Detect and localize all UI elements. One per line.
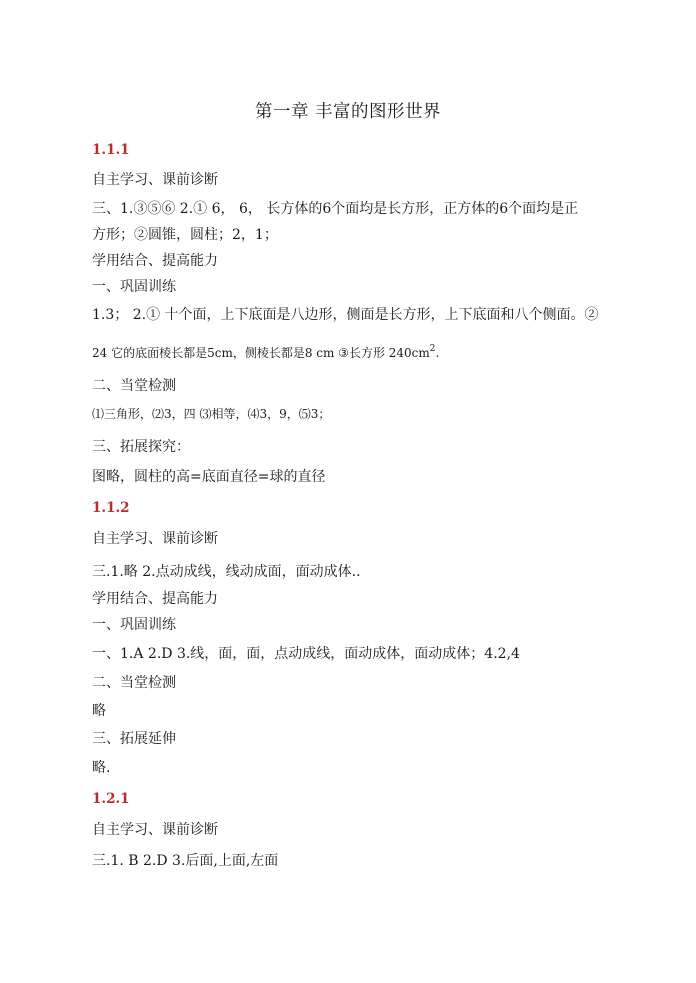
subheading-apply: 学用结合、提高能力 bbox=[92, 591, 218, 607]
section-heading-1-2-1: 1.2.1 bbox=[92, 791, 130, 807]
answer-line: 图略，圆柱的高=底面直径=球的直径 bbox=[92, 469, 326, 485]
page-title: 第一章 丰富的图形世界 bbox=[254, 102, 442, 122]
superscript: 2 bbox=[429, 344, 436, 354]
answer-line: 略. bbox=[92, 760, 111, 776]
subheading-self-study: 自主学习、课前诊断 bbox=[92, 822, 218, 838]
subheading-check: 二、当堂检测 bbox=[92, 675, 176, 691]
section-heading-1-1-2: 1.1.2 bbox=[92, 500, 130, 516]
answer-line: 略 bbox=[92, 703, 106, 719]
answer-line: 三、1.③⑤⑥ 2.① 6， 6， 长方体的6个面均是长方形，正方体的6个面均是正 bbox=[92, 201, 579, 217]
answer-line: 三.1. B 2.D 3.后面,上面,左面 bbox=[92, 853, 279, 869]
subheading-extend: 三、拓展延伸 bbox=[92, 731, 176, 747]
section-heading-1-1-1: 1.1.1 bbox=[92, 142, 130, 158]
subheading-practice: 一、巩固训练 bbox=[92, 279, 176, 295]
subheading-extend: 三、拓展探究： bbox=[92, 439, 190, 455]
answer-line: 三.1.略 2.点动成线，线动成面，面动成体.. bbox=[92, 564, 361, 580]
answer-line: 一、1.A 2.D 3.线，面，面，点动成线，面动成体，面动成体；4.2,4 bbox=[92, 646, 520, 662]
answer-line: 1.3； 2.① 十个面，上下底面是八边形，侧面是长方形，上下底面和八个侧面。② bbox=[92, 307, 599, 323]
answer-line: ⑴三角形，⑵3，四 ⑶相等，⑷3，9，⑸3； bbox=[92, 407, 331, 421]
subheading-self-study: 自主学习、课前诊断 bbox=[92, 172, 218, 188]
subheading-self-study: 自主学习、课前诊断 bbox=[92, 531, 218, 547]
subheading-check: 二、当堂检测 bbox=[92, 378, 176, 394]
subheading-practice: 一、巩固训练 bbox=[92, 617, 176, 633]
answer-line: 方形；②圆锥，圆柱；2，1； bbox=[92, 227, 278, 243]
answer-line: 24 它的底面棱长都是5cm，侧棱长都是8 cm ③长方形 $240cm^2$. bbox=[92, 344, 440, 360]
subheading-apply: 学用结合、提高能力 bbox=[92, 253, 218, 269]
